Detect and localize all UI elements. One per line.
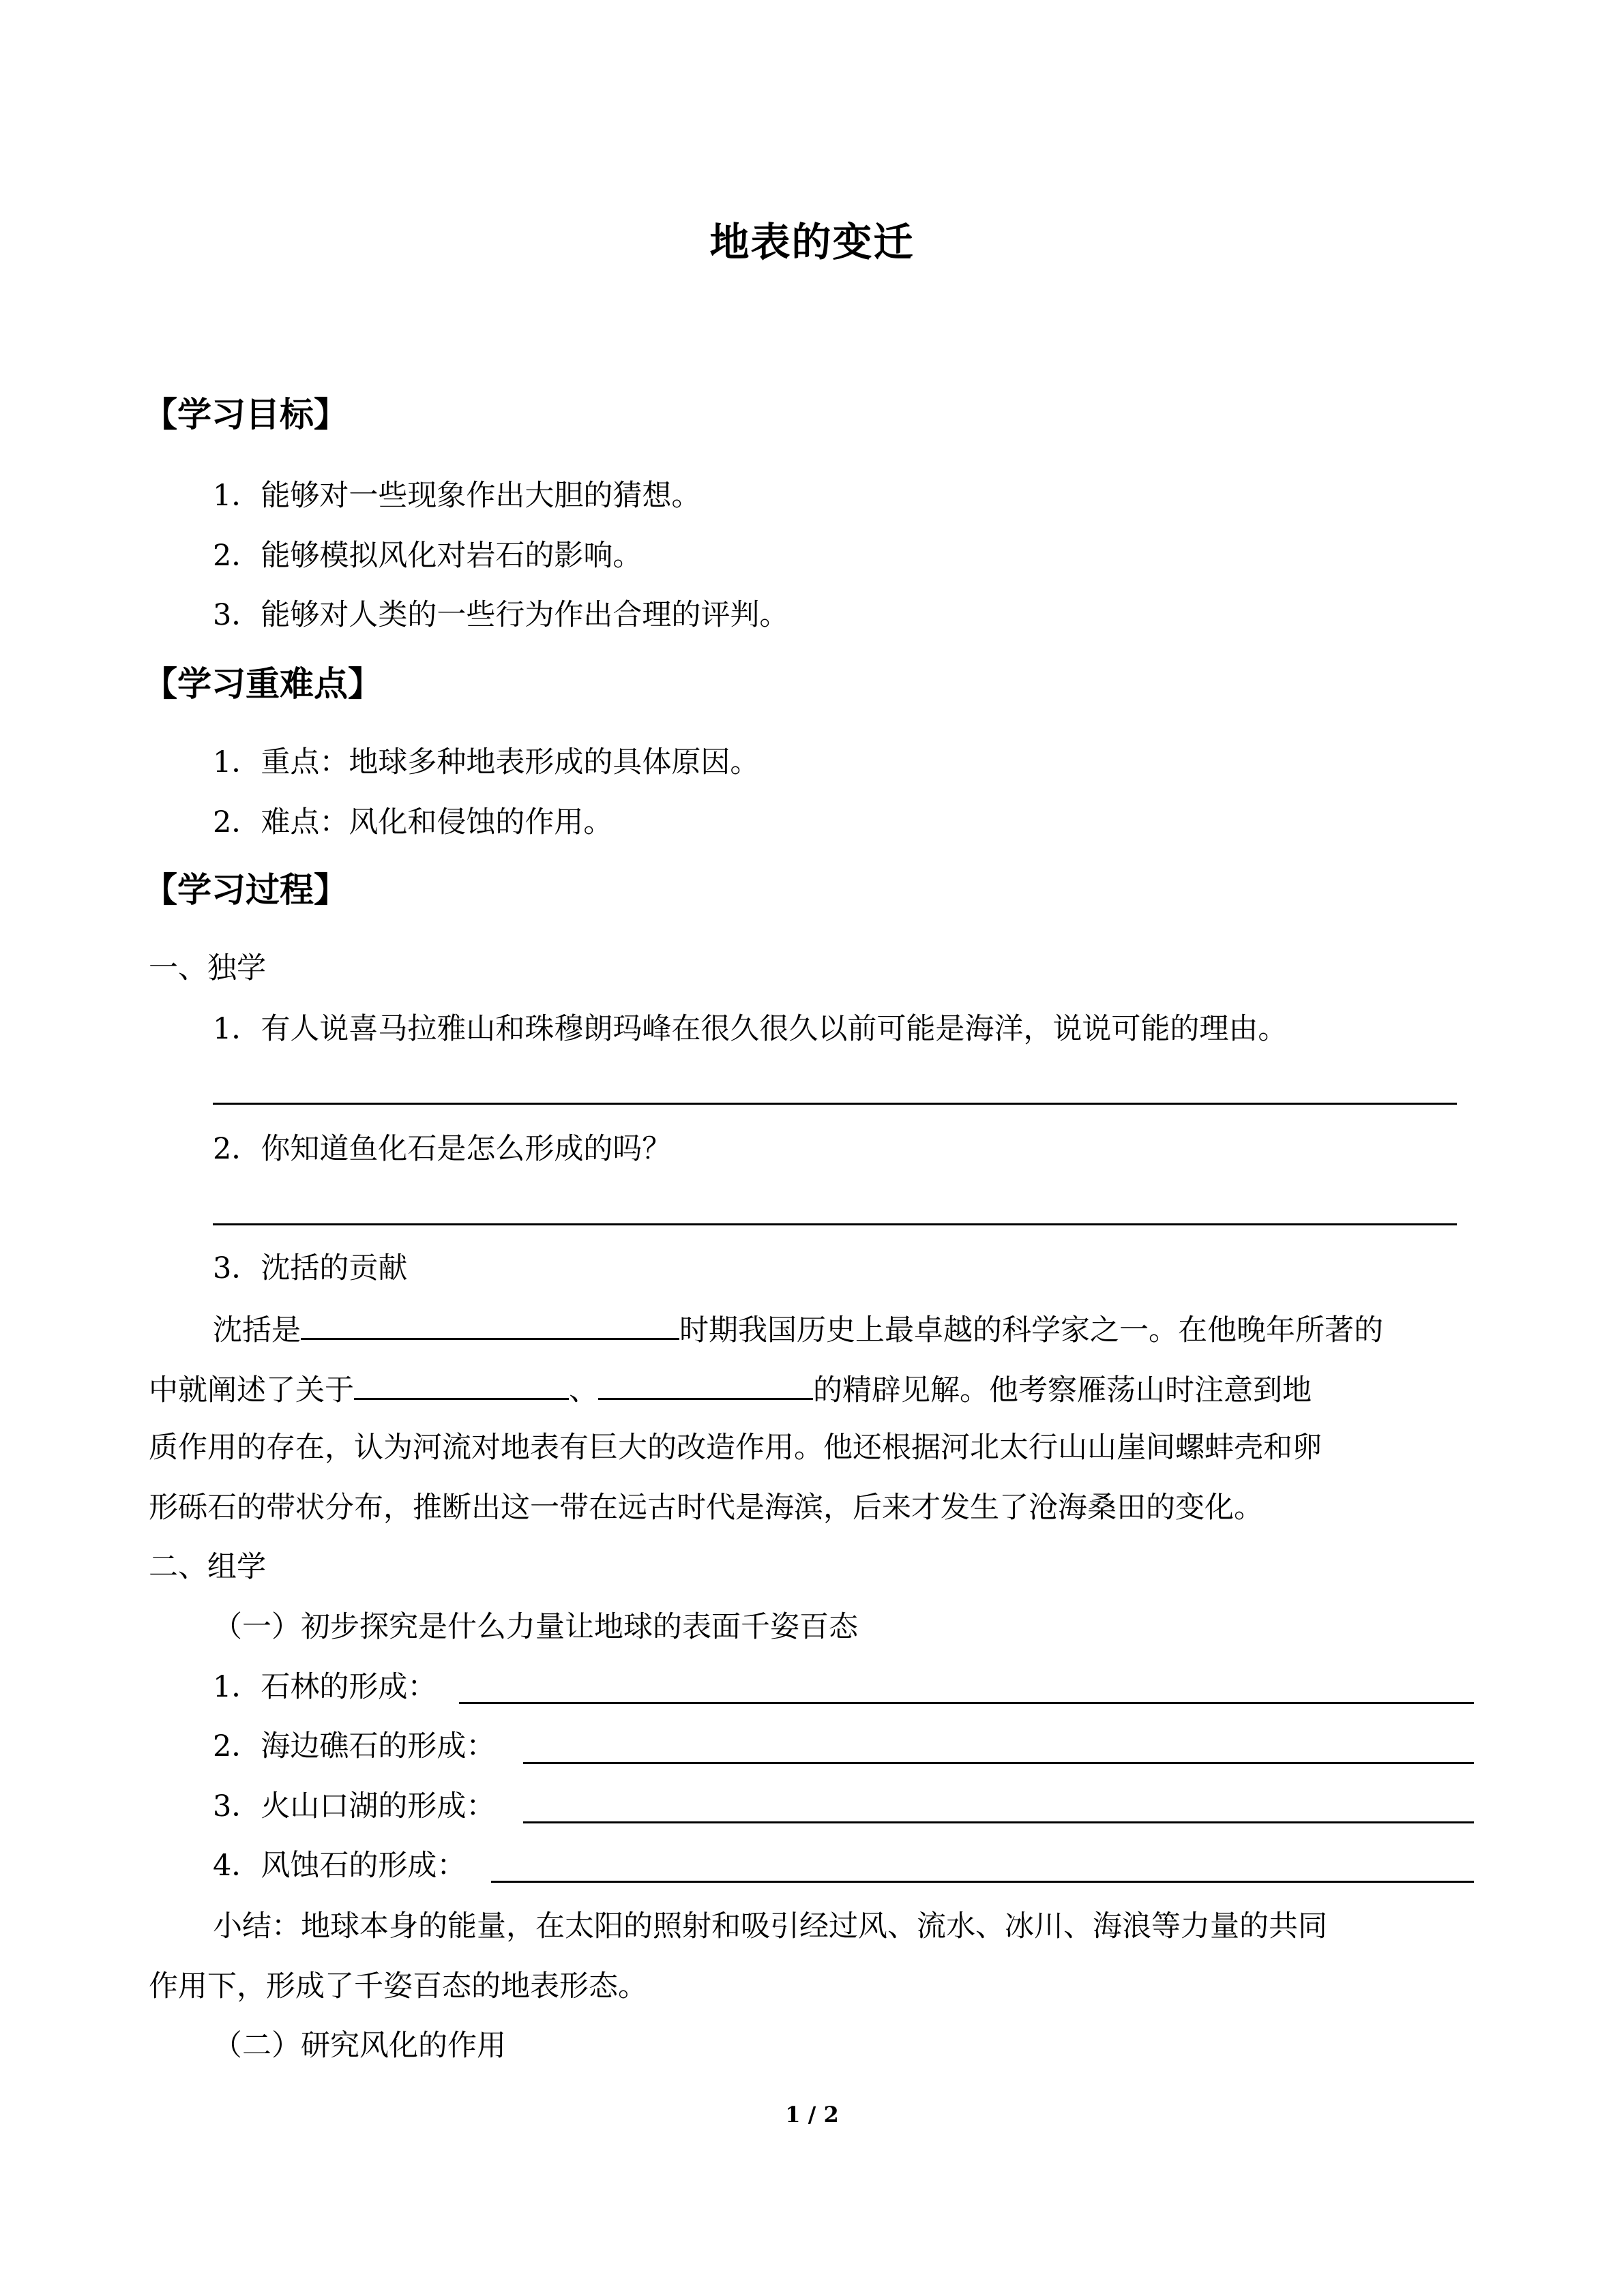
part2-subheading-1: （一）初步探究是什么力量让地球的表面千姿百态 [213,1610,858,1644]
shenkuo-text-a: 沈括是 [213,1313,301,1347]
answer-line-wind-erosion[interactable] [491,1881,1474,1883]
formation-item-reef: 2．海边礁石的形成： [213,1729,496,1763]
shenkuo-paragraph-line3: 质作用的存在，认为河流对地表有巨大的改造作用。他还根据河北太行山山崖间螺蚌壳和卵 [149,1431,1322,1465]
blank-dynasty[interactable] [301,1308,679,1340]
key-point-item-2: 2．难点：风化和侵蚀的作用。 [213,805,613,839]
blank-topic-2[interactable] [598,1368,813,1400]
formation-item-crater-lake: 3．火山口湖的形成： [213,1789,496,1823]
answer-line-reef[interactable] [523,1762,1474,1764]
formation-item-wind-erosion: 4．风蚀石的形成： [213,1849,467,1883]
shenkuo-paragraph-line1 [213,1308,1383,1351]
shenkuo-paragraph-line4: 形砾石的带状分布，推断出这一带在远古时代是海滨，后来才发生了沧海桑田的变化。 [149,1491,1263,1525]
answer-line-q1[interactable] [213,1103,1457,1105]
question-1: 1．有人说喜马拉雅山和珠穆朗玛峰在很久很久以前可能是海洋，说说可能的理由。 [213,1012,1288,1046]
page-number: 1 / 2 [785,2102,839,2128]
blank-topic-1[interactable] [354,1368,569,1400]
key-point-item-1: 1．重点：地球多种地表形成的具体原因。 [213,745,760,779]
question-3: 3．沈括的贡献 [213,1251,408,1285]
page-title: 地表的变迁 [709,219,915,265]
shenkuo-text-b: 时期我国历史上最卓越的科学家之一。在他晚年所著的 [679,1313,1383,1347]
objective-item-3: 3．能够对人类的一些行为作出合理的评判。 [213,598,789,632]
question-2: 2．你知道鱼化石是怎么形成的吗？ [213,1132,672,1166]
part2-label: 二、组学 [149,1550,266,1584]
summary-line2: 作用下，形成了千姿百态的地表形态。 [149,1969,647,2003]
section-heading-objectives: 【学习目标】 [143,394,348,434]
shenkuo-paragraph-line2 [149,1368,1312,1411]
shenkuo-text-d: 、 [569,1373,598,1407]
section-heading-key-points: 【学习重难点】 [143,664,382,704]
shenkuo-text-e: 的精辟见解。他考察雁荡山时注意到地 [813,1373,1312,1407]
part2-subheading-2: （二）研究风化的作用 [213,2029,506,2063]
formation-item-stone-forest: 1．石林的形成： [213,1670,437,1704]
objective-item-2: 2．能够模拟风化对岩石的影响。 [213,539,643,573]
objective-item-1: 1．能够对一些现象作出大胆的猜想。 [213,479,701,513]
section-heading-process: 【学习过程】 [143,869,348,910]
answer-line-stone-forest[interactable] [459,1702,1474,1704]
part1-label: 一、独学 [149,951,266,985]
shenkuo-text-c: 中就阐述了关于 [149,1373,354,1407]
summary-line1: 小结：地球本身的能量，在太阳的照射和吸引经过风、流水、冰川、海浪等力量的共同 [213,1909,1327,1943]
answer-line-q2[interactable] [213,1223,1457,1225]
answer-line-crater-lake[interactable] [523,1821,1474,1823]
